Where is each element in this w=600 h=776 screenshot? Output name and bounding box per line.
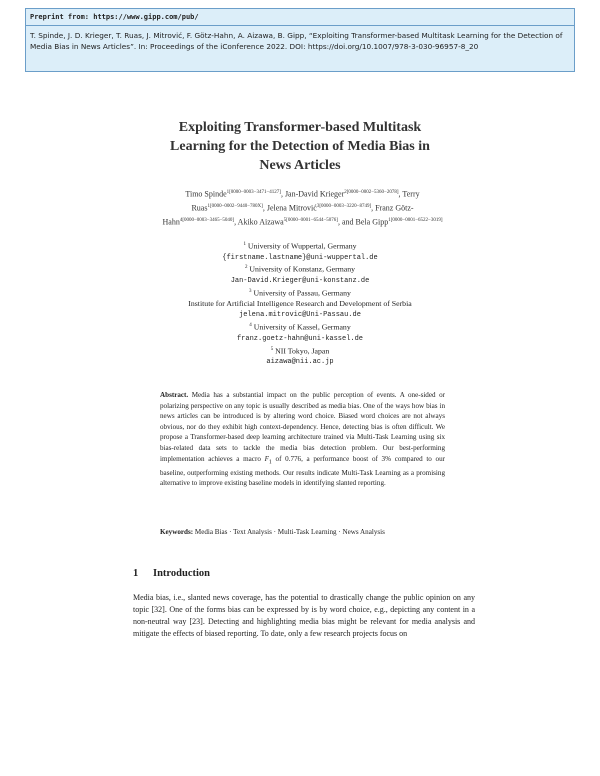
affiliation-number: 1 [243, 242, 246, 247]
author-orcid: 4[0000−0003−3465−5040] [179, 218, 235, 224]
abstract [160, 390, 445, 489]
affiliation-name: University of Passau, Germany [253, 288, 351, 298]
paper-title [100, 118, 500, 175]
f1-symbol: F [264, 454, 269, 463]
intro-paragraph: Media bias, i.e., slanted news coverage, has the potential to drastically change the public opinion on any topic [32]. One of the forms bias can be expressed by is by word choice, e.g., depicting any content in a non-neutral way [23]. Detecting and highlighting media bias might be relevant for media analysis and mitigate the effects of biased reporting. To date, only a few research projects focus on [133, 593, 475, 638]
banner-citation: T. Spinde, J. D. Krieger, T. Ruas, J. Mitrović, F. Götz-Hahn, A. Aizawa, B. Gipp, “Exploiting Transformer-based Multitask Learning for the Detection of Media Bias in News Articles”. In: Proceedings of the iConference 2022. DOI: https://doi.org/10.1007/978-3-030-96957-8_20 [30, 31, 563, 51]
title-line: Learning for the Detection of Media Bias in [170, 139, 430, 154]
abstract-text: Media has a substantial impact on the public perception of events. A one-sided or polarizing perspective on any topic is usually described as media bias. One of the ways how bias in news articles can be introduced is by altering word choice. Biased word choices are not always obvious, nor do they exhibit high context-dependency. Hence, detecting bias is often difficult. We propose a Transformer-based deep learning architecture trained via Multi-Task Learning using six bias-related data sets to tackle the media bias detection problem. Our best-performing implementation achieves a macro [160, 391, 445, 463]
affiliations [100, 240, 500, 368]
affiliation-name: NII Tokyo, Japan [275, 346, 330, 356]
affiliation-number: 3 [249, 288, 252, 294]
author-name: Franz Götz-Hahn [162, 203, 414, 227]
author-orcid: 1[0000−0001−6522−3019] [388, 218, 443, 224]
author-list: Timo Spinde$^{1[0000-0003-3471-4127]}$, Jan-David Krieger$^{2[0000-0002-5360-2078]}$, Terry Ruas$^{1[0000-0002-9440-780X]}$, Jelena Mitrović$^{3[0000-0003-3220-8749]}$, Franz Götz-Hahn$^{4[0000-0003-3465-5040]}$, Akiko Aizawa$^{5[0000-0001-6544-5076]}$, and Bela Gipp$^{1[0000-0001-6522-3019]}$ [162, 189, 443, 227]
affiliation-name: University of Konstanz, Germany [249, 265, 356, 274]
banner-header [26, 9, 574, 26]
author-orcid: 5[0000−0001−6544−5076] [283, 218, 338, 224]
affiliation-number: 5 [270, 346, 274, 352]
section-number: 1 [133, 568, 139, 579]
author-orcid: 2[0000−0002−5360−2078] [344, 190, 399, 195]
affiliation-email[interactable]: aizawa@nii.ac.jp [266, 358, 334, 367]
title-line: News Articles [259, 158, 341, 173]
keywords [160, 527, 445, 538]
banner-url[interactable]: https://www.gipp.com/pub/ [93, 13, 199, 21]
author-name: Terry Ruas [191, 189, 420, 213]
author-name: Timo Spinde [185, 189, 227, 199]
author-name: Jan-David Krieger [284, 189, 345, 199]
author-name: Akiko Aizawa [237, 217, 284, 227]
abstract-text: of 0.776, a performance boost of 3% compared to our baseline, outperforming existing methods. Our results indicate Multi-Task Learning as a promising alternative to improve existing baseline models in identifying slanted reporting. [160, 454, 445, 488]
affiliation-name: University of Wuppertal, Germany [247, 241, 357, 251]
f1-subscript: 1 [268, 458, 272, 465]
author-orcid: 1[0000−0002−9440−780X] [207, 204, 263, 210]
section-heading [133, 568, 210, 579]
author-name: Jelena Mitrović [266, 203, 317, 213]
affiliation-name: University of Kassel, Germany [253, 322, 351, 332]
affiliation-number: 2 [244, 265, 248, 271]
affiliation-email[interactable]: {firstname.lastname}@uni-wuppertal.de [222, 253, 378, 262]
title-line: Exploiting Transformer-based Multitask [178, 120, 422, 135]
author-orcid: 3[0000−0003−3220−8749] [316, 204, 372, 210]
affiliation-email[interactable]: jelena.mitrovic@Uni-Passau.de [239, 311, 361, 320]
preprint-banner [25, 8, 575, 72]
affiliation-email[interactable]: Jan-David.Krieger@uni-konstanz.de [230, 276, 370, 285]
section-title: Introduction [153, 568, 210, 579]
keywords-label: Keywords: [160, 528, 194, 536]
affiliation-email[interactable]: franz.goetz-hahn@uni-kassel.de [236, 334, 364, 343]
banner-label: Preprint from: [30, 13, 90, 21]
author-name: Bela Gipp [355, 217, 389, 227]
affiliation-name: Institute for Artificial Intelligence Research and Development of Serbia [188, 299, 412, 309]
keywords-text: Media Bias · Text Analysis · Multi-Task Learning · News Analysis [194, 528, 385, 536]
abstract-label: Abstract. [160, 391, 189, 399]
affiliation-number: 4 [249, 323, 252, 329]
author-orcid: 1[0000−0003−3471−4127] [226, 190, 281, 195]
